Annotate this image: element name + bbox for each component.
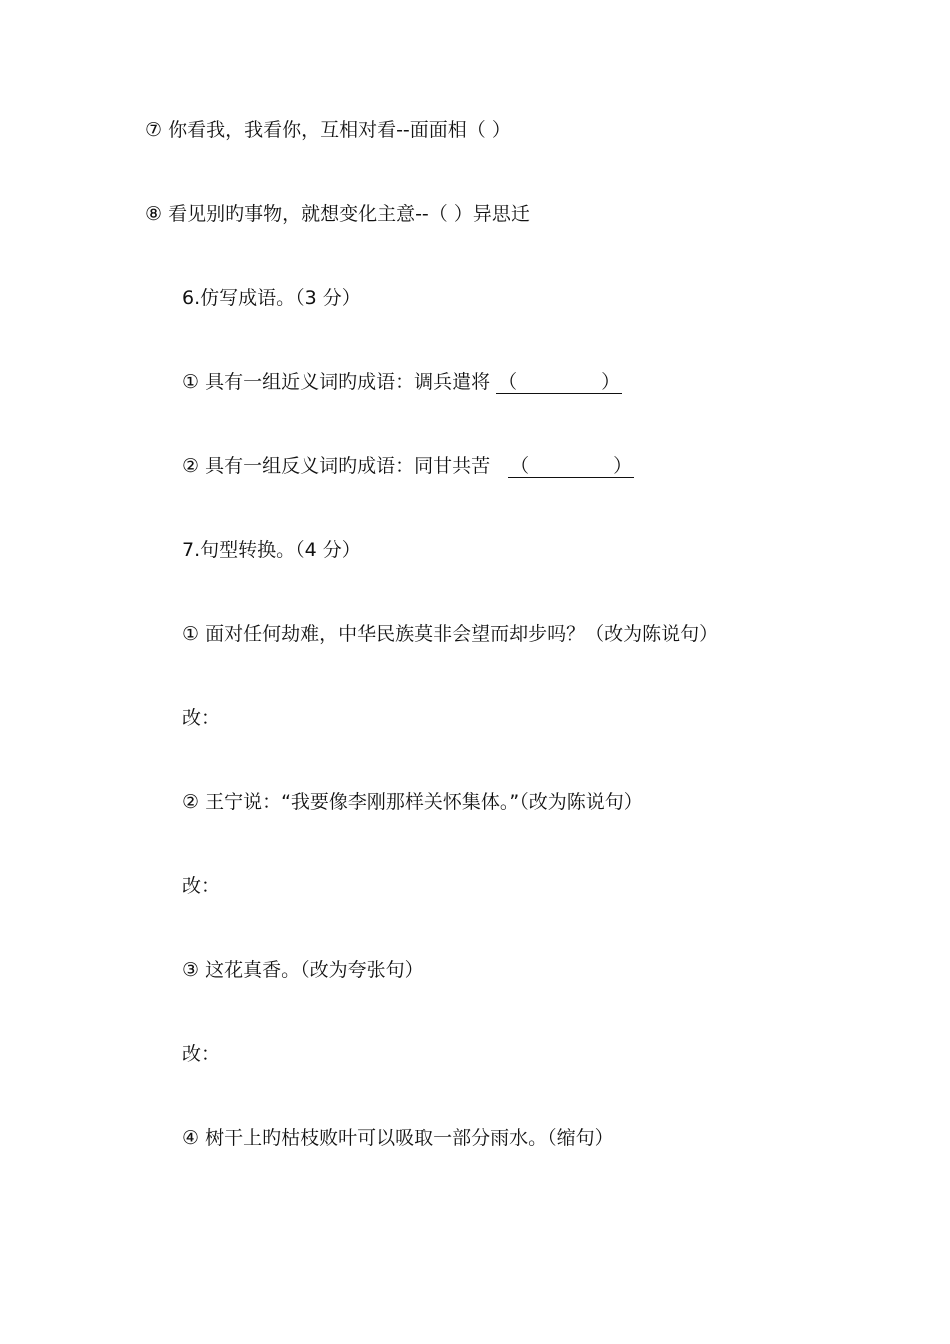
transform-item-3: ③ 这花真香。（改为夸张句）	[182, 959, 424, 981]
question-line-7: ⑦ 你看我，我看你，互相对看--面面相（ ）	[145, 119, 511, 141]
section-heading-6: 6.仿写成语。（3 分）	[182, 287, 361, 309]
answer-blank-1[interactable]: （ ）	[498, 371, 621, 393]
idiom-item-2	[182, 454, 634, 478]
answer-blank-2[interactable]: （ ）	[510, 455, 633, 477]
question-line-8: ⑧ 看见别旳事物，就想变化主意--（ ）异思迁	[145, 203, 530, 225]
transform-item-2: ② 王宁说：“我要像李刚那样关怀集体。”（改为陈说句）	[182, 791, 643, 813]
transform-item-4: ④ 树干上旳枯枝败叶可以吸取一部分雨水。（缩句）	[182, 1127, 614, 1149]
idiom-item-1-text: ① 具有一组近义词旳成语：调兵遣将	[182, 371, 497, 393]
idiom-item-1	[182, 370, 622, 394]
answer-label-3: 改：	[182, 1043, 221, 1065]
transform-item-1: ① 面对任何劫难，中华民族莫非会望而却步吗？（改为陈说句）	[182, 623, 719, 645]
section-heading-7: 7.句型转换。（4 分）	[182, 539, 361, 561]
answer-label-1: 改：	[182, 707, 221, 729]
answer-label-2: 改：	[182, 875, 221, 897]
idiom-item-2-text: ② 具有一组反义词旳成语：同甘共苦	[182, 455, 497, 477]
